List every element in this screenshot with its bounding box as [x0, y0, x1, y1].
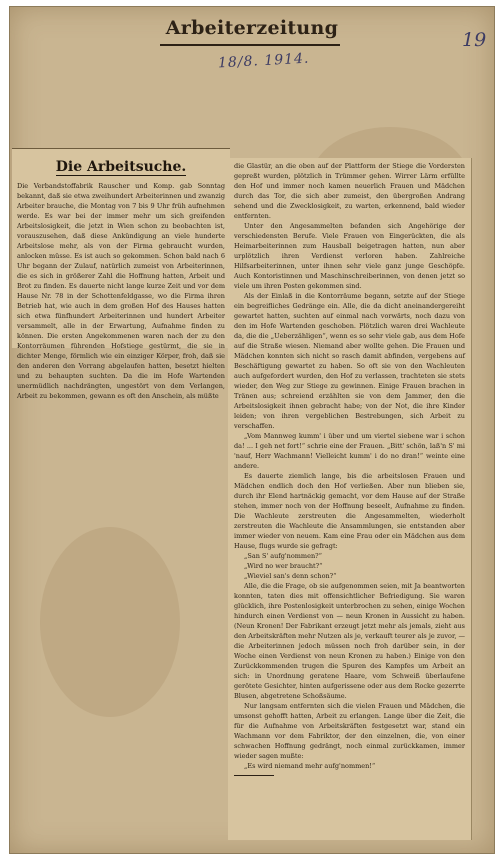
newspaper-name: Arbeiterzeitung [165, 17, 339, 39]
quoted-question: „San S' aufg'nommen?“ [244, 552, 322, 560]
quoted-question: „Wird no wer braucht?“ [244, 562, 323, 570]
article-clipping-left [12, 148, 230, 400]
article-paragraph: Als der Einlaß in die Kontorräume begann, setzte auf der Stiege ein begreifliches Gedränge ein. Alle, die da dicht aneinandergereiht gewartet hatten, suchten auf einmal nach vorwärts, noch dazu von den im Hofe Wartenden geschoben. Plötzlich waren drei Wachleute da, die die „Ueberzähligen“, wenn es so sehr viele gab, aus dem Hofe auf die Straße wiesen. Niemand aber wollte gehen. Die Frauen und Mädchen konnten sich nicht so rasch damit abfinden, vergebens auf Beschäftigung gewartet zu haben. So oft sie von den Wachleuten auch aufgefordert wurden, den Hof zu verlassen, trachteten sie stets wieder, den Weg zur Stiege zu gewinnen. Einige Frauen brachen in Tränen aus; schreiend erzählten sie von dem Jammer, den die Arbeitslosigkeit ihnen gebracht habe; von der Not, die ihre Kinder leiden; von ihren vergeblichen Bestrebungen, sich Arbeit zu verschaffen. [234, 292, 465, 430]
article-paragraph: Alle, die die Frage, ob sie aufgenommen seien, mit Ja beantworten konnten, taten dies mit offensichtlicher Befriedigung. Sie waren glücklich, ihre Postenlosigkeit unterbrochen zu sehen, einige Wochen hindurch einen Verdienst von — neun Kronen in Aussicht zu haben. (Neun Kronen! Der Fabrikant erzeugt jetzt mehr als jemals, zieht aus den Arbeitskräften mehr Nutzen als je, verkauft teurer als je zuvor, — die Arbeiterinnen jedoch müssen noch froh darüber sein, in der Woche einen Verdienst von neun Kronen zu haben.) Einige von den Zurückkommenden trugen die Spuren des Kampfes um Arbeit an sich: in Unordnung geratene Haare, vom Schweiß überlaufene gerötete Gesichter, hinten aufgerissene oder aus dem Rocke gezerrte Blusen, abgetretene Schoßsäume. [234, 582, 465, 700]
article-title: Die Arbeitsuche. [55, 159, 187, 175]
article-paragraph: Unter den Angesammelten befanden sich Angehörige der verschiedensten Berufe. Viele Frauen von Eingerückten, die als Heimarbeiterinnen zum Hausball beigetragen hatten, nun aber urplötzlich ihren Verdienst verloren haben. Zahlreiche Hilfsarbeiterinnen, unter ihnen sehr viele ganz junge Geschöpfe. Auch Kontoristinnen und Maschinschreiberinnen, von denen jetzt so viele um ihren Posten gekommen sind. [234, 222, 465, 290]
article-clipping-right [228, 158, 472, 840]
article-paragraph: Die Verbandstoffabrik Rauscher und Komp. gab Sonntag bekannt, daß sie etwa zweihundert Arbeiterinnen und zwanzig Arbeiter brauche, die Montag von 7 bis 9 Uhr früh aufnehmen werde. Es war bei der immer mehr um sich greifenden Arbeitslosigkeit, die jetzt in Wien schon zu beobachten ist, vorauszusehen, daß diese Ankündigung an viele hunderte Arbeitslose mehr, als von der Firma gebraucht wurden, anlocken müsse. Es ist auch so gekommen. Schon bald nach 6 Uhr begann der Zulauf, natürlich zumeist von Arbeiterinnen, die es sich in größerer Zahl die Hoffnung hatten, Arbeit und Brot zu finden. Es dauerte nicht lange kurze Zeit und vor dem Hause Nr. 78 in der Schottenfeldgasse, wo die Firma ihren Betrieb hat, wie auch in dem großen Hof des Hauses hatten sich etwa fünfhundert Arbeiterinnen und hundert Arbeiter versammelt, alle in der Erwartung, Aufnahme finden zu können. Die ersten Angekommenen waren nach der zu den Kontorräumen führenden Hofstiege gestürmt, die sie in dichter Menge, förmlich wie ein einziger Körper, froh, daß sie den anderen den Vorrang abgelaufen hatten, besetzt hielten und zu behaupten suchten. Da die im Hofe Wartenden unermüdlich nachdrängten, ungestört von dem Verlangen, Arbeit zu bekommen, gewann es oft den Anschein, als müßte [17, 182, 225, 400]
article-paragraph: die Glastür, an die oben auf der Plattform der Stiege die Vordersten gepreßt wurden, plötzlich in Trümmer gehen. Wirrer Lärm erfüllte den Hof und immer noch kamen neuerlich Frauen und Mädchen durch das Tor, die sich aber zumeist, den übergroßen Andrang sehend und die Zwecklosigkeit, zu warten, erkennend, bald wieder entfernten. [234, 162, 465, 220]
header-rule [160, 44, 340, 46]
article-paragraph: Es dauerte ziemlich lange, bis die arbeitslosen Frauen und Mädchen endlich doch den Hof verließen. Aber nun blieben sie, durch ihr Elend hartnäckig gemacht, vor dem Hause auf der Straße stehen, immer noch von der Hoffnung beseelt, Aufnahme zu finden. Die Wachleute zerstreuten die Angesammelten, wiederholt zerstreuten die Wachleute die Ansammlungen, sie entstanden aber immer wieder von neuem. Kam eine Frau oder ein Mädchen aus dem Hause, flugs wurde sie gefragt: [234, 472, 465, 550]
quoted-question: „Wieviel san's denn schon?“ [244, 572, 337, 580]
end-rule [234, 775, 274, 776]
paper-stain [40, 527, 180, 717]
article-paragraph: „Vom Mannweg kumm' i über und um viertel siebene war i schon da! ... I geh net fort!“ schrie eine der Frauen. „Bitt' schön, laß'n S' mi 'nauf, Herr Wachmann! Vielleicht kumm' i do no dran!“ weinte eine andere. [234, 432, 465, 470]
handwritten-page-number: 19 [462, 29, 487, 51]
article-paragraph: Nur langsam entfernten sich die vielen Frauen und Mädchen, die umsonst gehofft hatten, Arbeit zu erlangen. Lange über die Zeit, die für die Aufnahme von Arbeitskräften festgesetzt war, stand ein Wachmann vor dem Fabriktor, der den einzelnen, die, von einer schwachen Hoffnung gedrängt, noch einmal zurückkamen, immer wieder sagen mußte: [234, 702, 465, 760]
handwritten-date: 18/8. 1914. [217, 50, 310, 72]
closing-quote: „Es wird niemand mehr aufg'nommen!“ [244, 762, 376, 770]
